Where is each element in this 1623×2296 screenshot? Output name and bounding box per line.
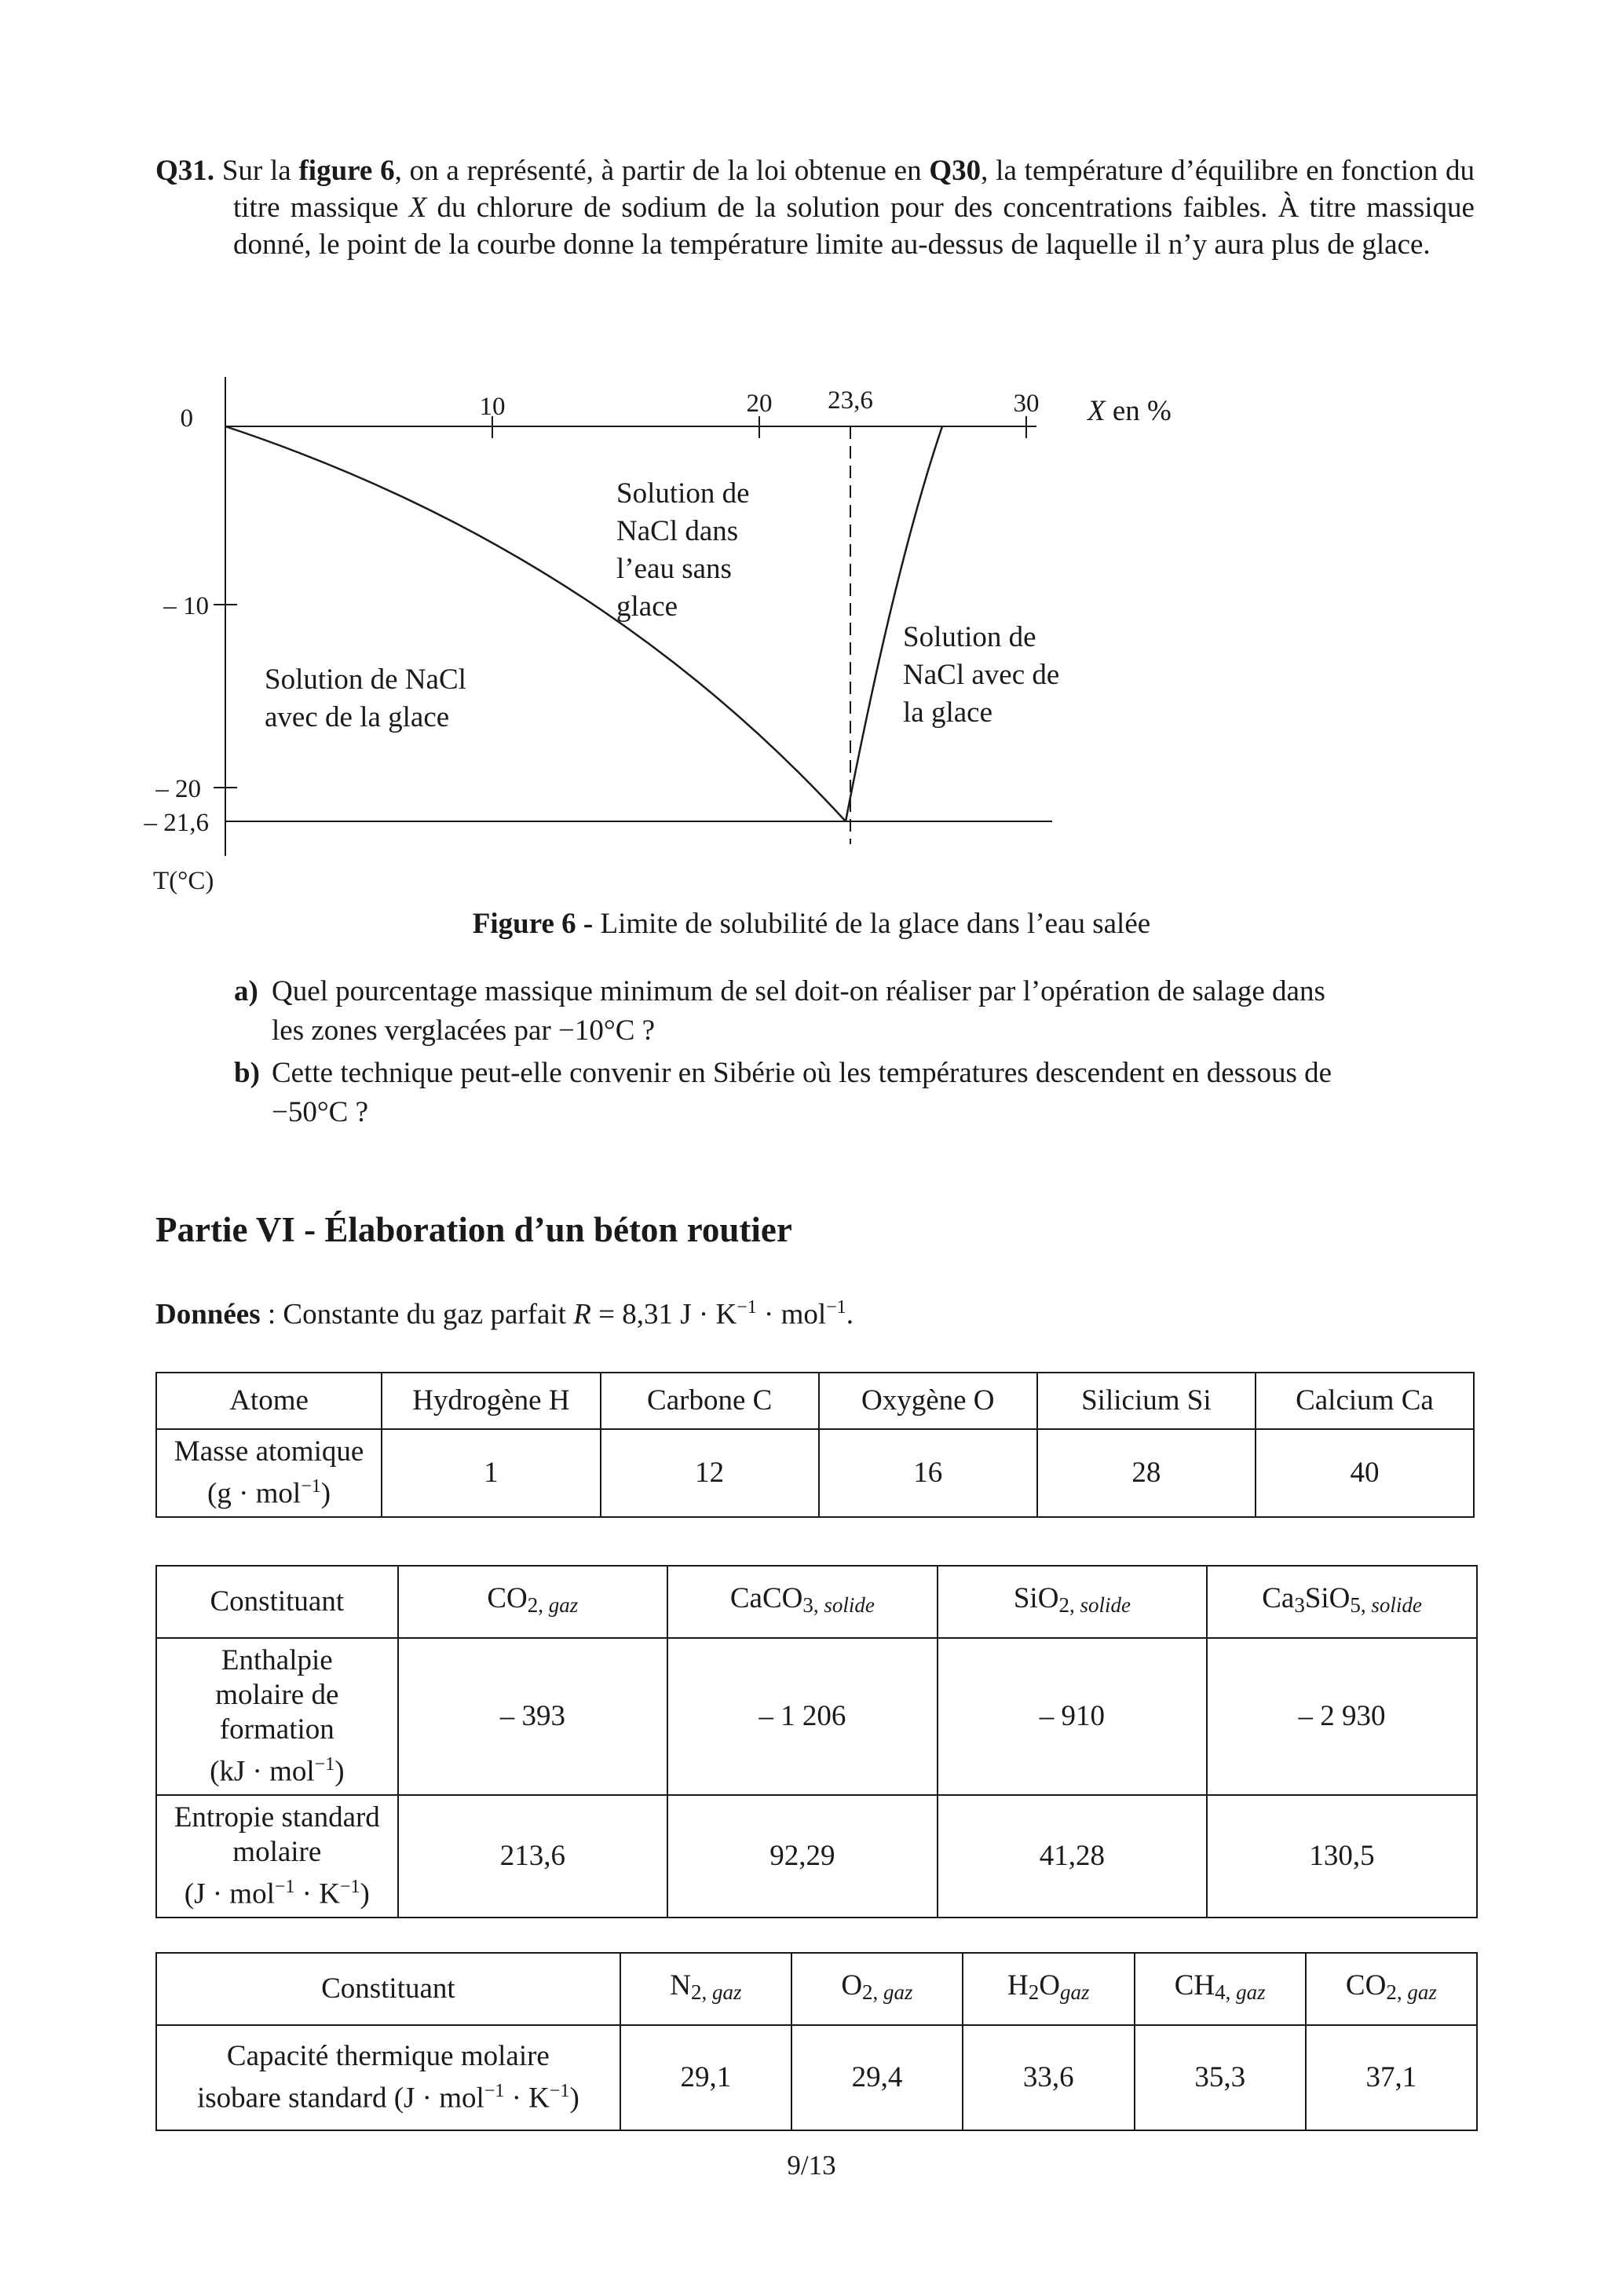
table2-col-species: CaCO$_{3, solide}$: [667, 1566, 938, 1638]
table3-col-species: $CH_{4, gaz}$: [1135, 1953, 1306, 2025]
question-number: Q31.: [155, 155, 215, 187]
table3-value: 29,4: [791, 2025, 963, 2130]
region-no-ice-label: Solution de NaCl dans l’eau sans glace: [616, 477, 750, 623]
table3-col-species: $N_{2, gaz}$: [620, 1953, 791, 2025]
x-axis-label: X en %: [1087, 395, 1172, 427]
table2-header-label: Constituant: [156, 1566, 398, 1638]
thermo-table: [155, 1565, 1478, 1918]
table2-entropy-value: 213,6: [398, 1795, 667, 1918]
table2-enthalpy-value: – 393: [398, 1638, 667, 1795]
table2-col-species: $CO_{2, gaz}$: [398, 1566, 667, 1638]
table2-col-species: $Ca_3SiO_{5, solide}$: [1207, 1566, 1477, 1638]
table2-enthalpy-label: Enthalpie molaire de formation (kJ · mol$^{-1}$): [156, 1638, 398, 1795]
y-axis-label: T(°C): [153, 867, 214, 895]
table1-col-name: Hydrogène H: [382, 1373, 601, 1429]
table1-value: 12: [601, 1429, 819, 1517]
table1-col-name: Calcium Ca: [1256, 1373, 1474, 1429]
subquestion-b: b) Cette technique peut-elle convenir en Sibérie où les températures descendent en dessous de −50°C ?: [234, 1057, 1332, 1128]
figure-6-caption: Figure 6 - Limite de solubilité de la glace dans l’eau salée: [472, 908, 1151, 940]
table2-entropy-value: 41,28: [938, 1795, 1207, 1918]
table1-header-label: Atome: [156, 1373, 382, 1429]
atomic-mass-table: [155, 1372, 1475, 1518]
y-tick-label-minus20: – 20: [155, 775, 201, 803]
table3-value: 35,3: [1135, 2025, 1306, 2130]
table2-enthalpy-value: – 2 930: [1207, 1638, 1477, 1795]
table2-entropy-label: Entropie standard molaire $(J \cdot mol^{-1} \cdot K^{-1})$: [156, 1795, 398, 1918]
table1-value: 1: [382, 1429, 601, 1517]
table2-enthalpy-value: – 910: [938, 1638, 1207, 1795]
table3-row-label: Capacité thermique molaire isobare standard $(J \cdot mol^{-1} \cdot K^{-1})$: [156, 2025, 620, 2130]
x-tick-label-30: 30: [1013, 389, 1040, 418]
table3-value: 37,1: [1306, 2025, 1477, 2130]
table2-entropy-value: 92,29: [667, 1795, 938, 1918]
subquestion-a: a) Quel pourcentage massique minimum de sel doit-on réaliser par l’opération de salage dans les zones verglacées par −10°C ?: [234, 975, 1325, 1047]
donnees-line: Données : Constante du gaz parfait R = 8,31 $J \cdot K^{-1} \cdot mol^{-1}$.: [155, 1297, 854, 1331]
x-tick-label-23-6: 23,6: [828, 386, 873, 415]
table1-value: 28: [1037, 1429, 1256, 1517]
table1-value: 16: [819, 1429, 1037, 1517]
table1-col-name: Silicium Si: [1037, 1373, 1256, 1429]
region-ice-right-label: Solution de NaCl avec de la glace: [903, 621, 1060, 729]
table1-col-name: Carbone C: [601, 1373, 819, 1429]
table1-value: 40: [1256, 1429, 1474, 1517]
table2-entropy-value: 130,5: [1207, 1795, 1477, 1918]
table3-header-label: Constituant: [156, 1953, 620, 2025]
table3-col-species: $CO_{2, gaz}$: [1306, 1953, 1477, 2025]
table2-enthalpy-value: – 1 206: [667, 1638, 938, 1795]
heat-capacity-table: [155, 1952, 1478, 2131]
figure-6-plot: [0, 361, 1623, 911]
table3-col-species: $H_2O_{gaz}$: [963, 1953, 1135, 2025]
table1-row-label: Masse atomique (g · mol$^{-1}$): [156, 1429, 382, 1517]
x-tick-label-20: 20: [746, 389, 773, 418]
table3-value: 33,6: [963, 2025, 1135, 2130]
table3-col-species: $O_{2, gaz}$: [791, 1953, 963, 2025]
x-tick-label-10: 10: [479, 393, 506, 421]
region-ice-left-label: Solution de NaCl avec de la glace: [265, 664, 466, 733]
section-title: Partie VI - Élaboration d’un béton routier: [155, 1210, 792, 1249]
page-number: 9/13: [787, 2150, 836, 2181]
question-q31: Q31. Sur la figure 6, on a représenté, à partir de la loi obtenue en Q30, la température d’équilibre en fonction du titre massique X du chlorure de sodium de la solution pour des concentrations faibles. À titre massique donné, le point de la courbe donne la température limite au-dessus de laquelle il n’y aura plus de glace.: [155, 155, 1475, 261]
table3-value: 29,1: [620, 2025, 791, 2130]
y-tick-label-0: 0: [180, 404, 193, 433]
table2-col-species: SiO$_{2, solide}$: [938, 1566, 1207, 1638]
table1-col-name: Oxygène O: [819, 1373, 1037, 1429]
y-tick-label-minus21-6: – 21,6: [144, 809, 209, 837]
y-tick-label-minus10: – 10: [163, 592, 209, 620]
